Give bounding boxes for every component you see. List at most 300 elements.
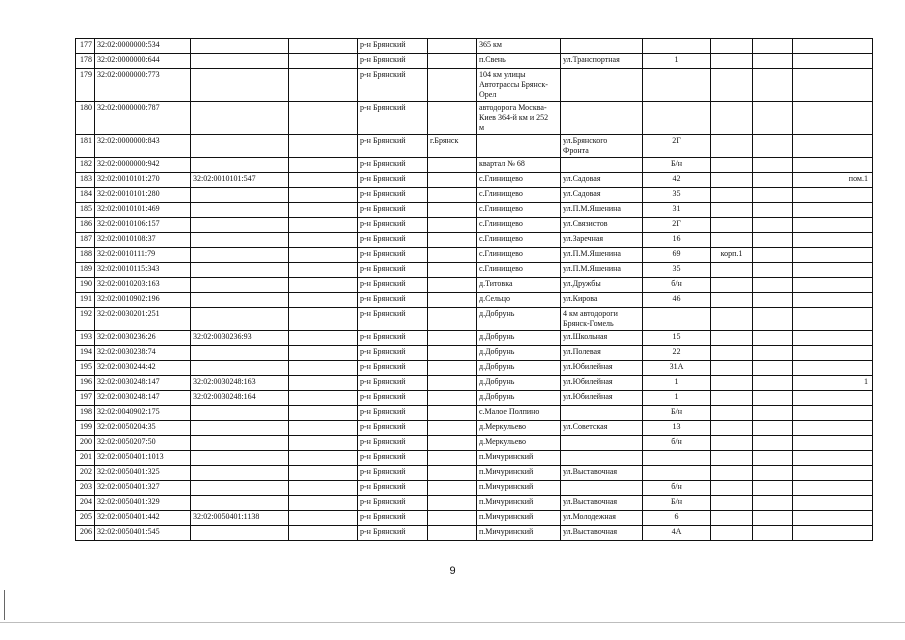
cadastral-number-cell: 32:02:0030201:251 bbox=[95, 308, 191, 331]
row-number-cell: 192 bbox=[76, 308, 95, 331]
structure-cell bbox=[753, 54, 793, 69]
row-number-cell: 194 bbox=[76, 346, 95, 361]
linked-cadastral-number-cell bbox=[191, 233, 289, 248]
house-number-cell: Б/н bbox=[643, 158, 711, 173]
city-cell bbox=[428, 496, 477, 511]
building-cell bbox=[711, 436, 753, 451]
district-cell: р-н Брянский bbox=[358, 451, 428, 466]
cadastral-table bbox=[75, 38, 873, 541]
structure-cell bbox=[753, 278, 793, 293]
building-cell bbox=[711, 39, 753, 54]
linked-cadastral-number-cell: 32:02:0030248:163 bbox=[191, 376, 289, 391]
structure-cell bbox=[753, 308, 793, 331]
apartment-cell bbox=[793, 511, 873, 526]
street-cell: ул.Юбилейная bbox=[561, 361, 643, 376]
linked-cadastral-number-cell bbox=[191, 293, 289, 308]
district-cell: р-н Брянский bbox=[358, 248, 428, 263]
city-cell bbox=[428, 481, 477, 496]
extra-cell bbox=[289, 278, 358, 293]
linked-cadastral-number-cell bbox=[191, 188, 289, 203]
cadastral-number-cell: 32:02:0010115:343 bbox=[95, 263, 191, 278]
locality-cell: квартал № 68 bbox=[477, 158, 561, 173]
linked-cadastral-number-cell bbox=[191, 54, 289, 69]
table-row bbox=[76, 481, 873, 496]
cadastral-number-cell: 32:02:0000000:942 bbox=[95, 158, 191, 173]
house-number-cell: 46 bbox=[643, 293, 711, 308]
city-cell bbox=[428, 293, 477, 308]
street-cell: ул.Выставочная bbox=[561, 496, 643, 511]
locality-cell: п.Мичуринский bbox=[477, 481, 561, 496]
table-row bbox=[76, 158, 873, 173]
apartment-cell bbox=[793, 188, 873, 203]
row-number-cell: 198 bbox=[76, 406, 95, 421]
house-number-cell bbox=[643, 39, 711, 54]
house-number-cell bbox=[643, 308, 711, 331]
row-number-cell: 189 bbox=[76, 263, 95, 278]
row-number-cell: 197 bbox=[76, 391, 95, 406]
extra-cell bbox=[289, 263, 358, 278]
district-cell: р-н Брянский bbox=[358, 135, 428, 158]
table-row bbox=[76, 391, 873, 406]
city-cell bbox=[428, 203, 477, 218]
locality-cell: с.Глинищево bbox=[477, 188, 561, 203]
cadastral-number-cell: 32:02:0050401:329 bbox=[95, 496, 191, 511]
district-cell: р-н Брянский bbox=[358, 69, 428, 102]
linked-cadastral-number-cell bbox=[191, 466, 289, 481]
locality-cell: п.Мичуринский bbox=[477, 511, 561, 526]
structure-cell bbox=[753, 391, 793, 406]
locality-cell: д.Меркульево bbox=[477, 421, 561, 436]
cadastral-number-cell: 32:02:0050204:35 bbox=[95, 421, 191, 436]
table-row bbox=[76, 248, 873, 263]
district-cell: р-н Брянский bbox=[358, 54, 428, 69]
extra-cell bbox=[289, 293, 358, 308]
locality-cell: д.Добрунь bbox=[477, 376, 561, 391]
city-cell bbox=[428, 346, 477, 361]
row-number-cell: 199 bbox=[76, 421, 95, 436]
city-cell bbox=[428, 263, 477, 278]
structure-cell bbox=[753, 331, 793, 346]
table-row bbox=[76, 451, 873, 466]
linked-cadastral-number-cell: 32:02:0010101:547 bbox=[191, 173, 289, 188]
district-cell: р-н Брянский bbox=[358, 406, 428, 421]
extra-cell bbox=[289, 218, 358, 233]
structure-cell bbox=[753, 451, 793, 466]
house-number-cell: Б/н bbox=[643, 406, 711, 421]
extra-cell bbox=[289, 511, 358, 526]
locality-cell: п.Мичуринский bbox=[477, 496, 561, 511]
street-cell: ул.Заречная bbox=[561, 233, 643, 248]
house-number-cell: 22 bbox=[643, 346, 711, 361]
locality-cell: д.Меркульево bbox=[477, 436, 561, 451]
row-number-cell: 182 bbox=[76, 158, 95, 173]
district-cell: р-н Брянский bbox=[358, 346, 428, 361]
locality-cell: д.Добрунь bbox=[477, 331, 561, 346]
table-body bbox=[76, 39, 873, 541]
linked-cadastral-number-cell bbox=[191, 346, 289, 361]
district-cell: р-н Брянский bbox=[358, 511, 428, 526]
district-cell: р-н Брянский bbox=[358, 173, 428, 188]
linked-cadastral-number-cell bbox=[191, 158, 289, 173]
locality-cell: автодорога Москва- Киев 364-й км и 252 м bbox=[477, 102, 561, 135]
street-cell: ул.Выставочная bbox=[561, 526, 643, 541]
cadastral-number-cell: 32:02:0050401:1013 bbox=[95, 451, 191, 466]
structure-cell bbox=[753, 293, 793, 308]
locality-cell: с.Глинищево bbox=[477, 263, 561, 278]
house-number-cell: б/н bbox=[643, 481, 711, 496]
linked-cadastral-number-cell bbox=[191, 436, 289, 451]
house-number-cell: 35 bbox=[643, 263, 711, 278]
extra-cell bbox=[289, 361, 358, 376]
structure-cell bbox=[753, 69, 793, 102]
row-number-cell: 190 bbox=[76, 278, 95, 293]
building-cell bbox=[711, 263, 753, 278]
apartment-cell bbox=[793, 263, 873, 278]
table-row bbox=[76, 406, 873, 421]
city-cell bbox=[428, 331, 477, 346]
table-row bbox=[76, 54, 873, 69]
extra-cell bbox=[289, 376, 358, 391]
building-cell bbox=[711, 361, 753, 376]
linked-cadastral-number-cell bbox=[191, 248, 289, 263]
building-cell bbox=[711, 451, 753, 466]
cadastral-number-cell: 32:02:0010203:163 bbox=[95, 278, 191, 293]
street-cell bbox=[561, 436, 643, 451]
apartment-cell bbox=[793, 54, 873, 69]
city-cell bbox=[428, 406, 477, 421]
house-number-cell: 2Г bbox=[643, 218, 711, 233]
structure-cell bbox=[753, 102, 793, 135]
apartment-cell bbox=[793, 421, 873, 436]
row-number-cell: 180 bbox=[76, 102, 95, 135]
table-row bbox=[76, 39, 873, 54]
house-number-cell: 69 bbox=[643, 248, 711, 263]
table-row bbox=[76, 263, 873, 278]
city-cell bbox=[428, 248, 477, 263]
building-cell bbox=[711, 233, 753, 248]
table-row bbox=[76, 135, 873, 158]
structure-cell bbox=[753, 526, 793, 541]
street-cell: ул.Школьная bbox=[561, 331, 643, 346]
city-cell bbox=[428, 173, 477, 188]
district-cell: р-н Брянский bbox=[358, 361, 428, 376]
apartment-cell: пом.1 bbox=[793, 173, 873, 188]
street-cell: ул.Выставочная bbox=[561, 466, 643, 481]
row-number-cell: 185 bbox=[76, 203, 95, 218]
extra-cell bbox=[289, 39, 358, 54]
structure-cell bbox=[753, 466, 793, 481]
house-number-cell bbox=[643, 451, 711, 466]
district-cell: р-н Брянский bbox=[358, 376, 428, 391]
structure-cell bbox=[753, 203, 793, 218]
row-number-cell: 193 bbox=[76, 331, 95, 346]
extra-cell bbox=[289, 391, 358, 406]
structure-cell bbox=[753, 436, 793, 451]
cadastral-number-cell: 32:02:0010108:37 bbox=[95, 233, 191, 248]
structure-cell bbox=[753, 496, 793, 511]
house-number-cell bbox=[643, 466, 711, 481]
street-cell: ул.Молодежная bbox=[561, 511, 643, 526]
table-row bbox=[76, 361, 873, 376]
apartment-cell bbox=[793, 496, 873, 511]
row-number-cell: 188 bbox=[76, 248, 95, 263]
linked-cadastral-number-cell: 32:02:0030236:93 bbox=[191, 331, 289, 346]
building-cell bbox=[711, 346, 753, 361]
city-cell bbox=[428, 102, 477, 135]
city-cell: г.Брянск bbox=[428, 135, 477, 158]
row-number-cell: 187 bbox=[76, 233, 95, 248]
table-row bbox=[76, 278, 873, 293]
city-cell bbox=[428, 436, 477, 451]
cadastral-number-cell: 32:02:0010101:469 bbox=[95, 203, 191, 218]
locality-cell: д.Добрунь bbox=[477, 361, 561, 376]
apartment-cell bbox=[793, 203, 873, 218]
apartment-cell bbox=[793, 526, 873, 541]
structure-cell bbox=[753, 406, 793, 421]
extra-cell bbox=[289, 233, 358, 248]
linked-cadastral-number-cell bbox=[191, 451, 289, 466]
extra-cell bbox=[289, 54, 358, 69]
structure-cell bbox=[753, 248, 793, 263]
street-cell: ул.Брянского Фронта bbox=[561, 135, 643, 158]
table-row bbox=[76, 308, 873, 331]
city-cell bbox=[428, 39, 477, 54]
district-cell: р-н Брянский bbox=[358, 466, 428, 481]
building-cell bbox=[711, 293, 753, 308]
district-cell: р-н Брянский bbox=[358, 391, 428, 406]
cadastral-number-cell: 32:02:0050401:327 bbox=[95, 481, 191, 496]
linked-cadastral-number-cell bbox=[191, 203, 289, 218]
house-number-cell: 31 bbox=[643, 203, 711, 218]
structure-cell bbox=[753, 361, 793, 376]
scan-margin-mark bbox=[4, 590, 5, 620]
street-cell: ул.Советская bbox=[561, 421, 643, 436]
locality-cell: с.Глинищево bbox=[477, 248, 561, 263]
locality-cell: с.Глинищево bbox=[477, 203, 561, 218]
locality-cell: 104 км улицы Автотрассы Брянск- Орел bbox=[477, 69, 561, 102]
table-row bbox=[76, 218, 873, 233]
table-row bbox=[76, 376, 873, 391]
building-cell bbox=[711, 496, 753, 511]
city-cell bbox=[428, 361, 477, 376]
extra-cell bbox=[289, 346, 358, 361]
structure-cell bbox=[753, 346, 793, 361]
apartment-cell bbox=[793, 293, 873, 308]
row-number-cell: 206 bbox=[76, 526, 95, 541]
city-cell bbox=[428, 466, 477, 481]
building-cell bbox=[711, 526, 753, 541]
apartment-cell bbox=[793, 451, 873, 466]
cadastral-number-cell: 32:02:0000000:773 bbox=[95, 69, 191, 102]
structure-cell bbox=[753, 218, 793, 233]
extra-cell bbox=[289, 436, 358, 451]
locality-cell: с.Глинищево bbox=[477, 218, 561, 233]
city-cell bbox=[428, 54, 477, 69]
structure-cell bbox=[753, 39, 793, 54]
structure-cell bbox=[753, 188, 793, 203]
district-cell: р-н Брянский bbox=[358, 158, 428, 173]
building-cell bbox=[711, 69, 753, 102]
table-row bbox=[76, 511, 873, 526]
row-number-cell: 191 bbox=[76, 293, 95, 308]
structure-cell bbox=[753, 481, 793, 496]
apartment-cell bbox=[793, 233, 873, 248]
district-cell: р-н Брянский bbox=[358, 481, 428, 496]
extra-cell bbox=[289, 173, 358, 188]
linked-cadastral-number-cell: 32:02:0050401:1138 bbox=[191, 511, 289, 526]
cadastral-number-cell: 32:02:0030248:147 bbox=[95, 391, 191, 406]
row-number-cell: 183 bbox=[76, 173, 95, 188]
cadastral-number-cell: 32:02:0030244:42 bbox=[95, 361, 191, 376]
structure-cell bbox=[753, 135, 793, 158]
table-row bbox=[76, 102, 873, 135]
apartment-cell bbox=[793, 102, 873, 135]
building-cell bbox=[711, 481, 753, 496]
locality-cell bbox=[477, 135, 561, 158]
building-cell bbox=[711, 406, 753, 421]
cadastral-number-cell: 32:02:0030236:26 bbox=[95, 331, 191, 346]
locality-cell: д.Сельцо bbox=[477, 293, 561, 308]
linked-cadastral-number-cell bbox=[191, 218, 289, 233]
cadastral-number-cell: 32:02:0050207:50 bbox=[95, 436, 191, 451]
street-cell bbox=[561, 451, 643, 466]
locality-cell: п.Мичуринский bbox=[477, 526, 561, 541]
row-number-cell: 196 bbox=[76, 376, 95, 391]
extra-cell bbox=[289, 526, 358, 541]
district-cell: р-н Брянский bbox=[358, 526, 428, 541]
city-cell bbox=[428, 218, 477, 233]
extra-cell bbox=[289, 158, 358, 173]
house-number-cell bbox=[643, 69, 711, 102]
linked-cadastral-number-cell bbox=[191, 39, 289, 54]
street-cell bbox=[561, 481, 643, 496]
street-cell: ул.Транспортная bbox=[561, 54, 643, 69]
city-cell bbox=[428, 451, 477, 466]
apartment-cell bbox=[793, 346, 873, 361]
building-cell bbox=[711, 102, 753, 135]
building-cell bbox=[711, 376, 753, 391]
linked-cadastral-number-cell bbox=[191, 361, 289, 376]
apartment-cell bbox=[793, 331, 873, 346]
city-cell bbox=[428, 308, 477, 331]
table-row bbox=[76, 188, 873, 203]
extra-cell bbox=[289, 466, 358, 481]
house-number-cell: 15 bbox=[643, 331, 711, 346]
row-number-cell: 184 bbox=[76, 188, 95, 203]
structure-cell bbox=[753, 173, 793, 188]
table-row bbox=[76, 526, 873, 541]
district-cell: р-н Брянский bbox=[358, 263, 428, 278]
apartment-cell bbox=[793, 248, 873, 263]
extra-cell bbox=[289, 248, 358, 263]
locality-cell: с.Глинищево bbox=[477, 233, 561, 248]
city-cell bbox=[428, 391, 477, 406]
row-number-cell: 204 bbox=[76, 496, 95, 511]
linked-cadastral-number-cell bbox=[191, 308, 289, 331]
cadastral-number-cell: 32:02:0030238:74 bbox=[95, 346, 191, 361]
district-cell: р-н Брянский bbox=[358, 278, 428, 293]
row-number-cell: 186 bbox=[76, 218, 95, 233]
district-cell: р-н Брянский bbox=[358, 39, 428, 54]
district-cell: р-н Брянский bbox=[358, 293, 428, 308]
building-cell bbox=[711, 308, 753, 331]
house-number-cell: 31А bbox=[643, 361, 711, 376]
street-cell: ул.Юбилейная bbox=[561, 391, 643, 406]
cadastral-number-cell: 32:02:0010111:79 bbox=[95, 248, 191, 263]
district-cell: р-н Брянский bbox=[358, 308, 428, 331]
linked-cadastral-number-cell bbox=[191, 102, 289, 135]
locality-cell: с.Глинищево bbox=[477, 173, 561, 188]
cadastral-number-cell: 32:02:0000000:534 bbox=[95, 39, 191, 54]
row-number-cell: 177 bbox=[76, 39, 95, 54]
street-cell: ул.Связистов bbox=[561, 218, 643, 233]
house-number-cell: 13 bbox=[643, 421, 711, 436]
row-number-cell: 201 bbox=[76, 451, 95, 466]
city-cell bbox=[428, 511, 477, 526]
extra-cell bbox=[289, 135, 358, 158]
extra-cell bbox=[289, 496, 358, 511]
row-number-cell: 203 bbox=[76, 481, 95, 496]
locality-cell: д.Титовка bbox=[477, 278, 561, 293]
structure-cell bbox=[753, 376, 793, 391]
table-row bbox=[76, 203, 873, 218]
apartment-cell: 1 bbox=[793, 376, 873, 391]
extra-cell bbox=[289, 451, 358, 466]
house-number-cell: 42 bbox=[643, 173, 711, 188]
table-row bbox=[76, 293, 873, 308]
district-cell: р-н Брянский bbox=[358, 203, 428, 218]
locality-cell: 365 км bbox=[477, 39, 561, 54]
house-number-cell: 1 bbox=[643, 376, 711, 391]
row-number-cell: 179 bbox=[76, 69, 95, 102]
table-row bbox=[76, 466, 873, 481]
street-cell: ул.Кирова bbox=[561, 293, 643, 308]
district-cell: р-н Брянский bbox=[358, 331, 428, 346]
extra-cell bbox=[289, 406, 358, 421]
building-cell bbox=[711, 466, 753, 481]
house-number-cell bbox=[643, 102, 711, 135]
apartment-cell bbox=[793, 391, 873, 406]
street-cell bbox=[561, 158, 643, 173]
apartment-cell bbox=[793, 39, 873, 54]
row-number-cell: 205 bbox=[76, 511, 95, 526]
city-cell bbox=[428, 421, 477, 436]
apartment-cell bbox=[793, 481, 873, 496]
street-cell: ул.Садовая bbox=[561, 173, 643, 188]
cadastral-number-cell: 32:02:0010106:157 bbox=[95, 218, 191, 233]
scan-bottom-edge bbox=[0, 622, 905, 623]
linked-cadastral-number-cell bbox=[191, 481, 289, 496]
structure-cell bbox=[753, 511, 793, 526]
building-cell bbox=[711, 331, 753, 346]
city-cell bbox=[428, 526, 477, 541]
house-number-cell: б/н bbox=[643, 278, 711, 293]
linked-cadastral-number-cell bbox=[191, 278, 289, 293]
locality-cell: д.Добрунь bbox=[477, 308, 561, 331]
building-cell bbox=[711, 391, 753, 406]
extra-cell bbox=[289, 308, 358, 331]
house-number-cell: б/н bbox=[643, 436, 711, 451]
cadastral-number-cell: 32:02:0050401:442 bbox=[95, 511, 191, 526]
locality-cell: д.Добрунь bbox=[477, 391, 561, 406]
locality-cell: п.Мичуринский bbox=[477, 466, 561, 481]
linked-cadastral-number-cell bbox=[191, 135, 289, 158]
building-cell bbox=[711, 135, 753, 158]
table-row bbox=[76, 421, 873, 436]
row-number-cell: 202 bbox=[76, 466, 95, 481]
district-cell: р-н Брянский bbox=[358, 102, 428, 135]
extra-cell bbox=[289, 188, 358, 203]
